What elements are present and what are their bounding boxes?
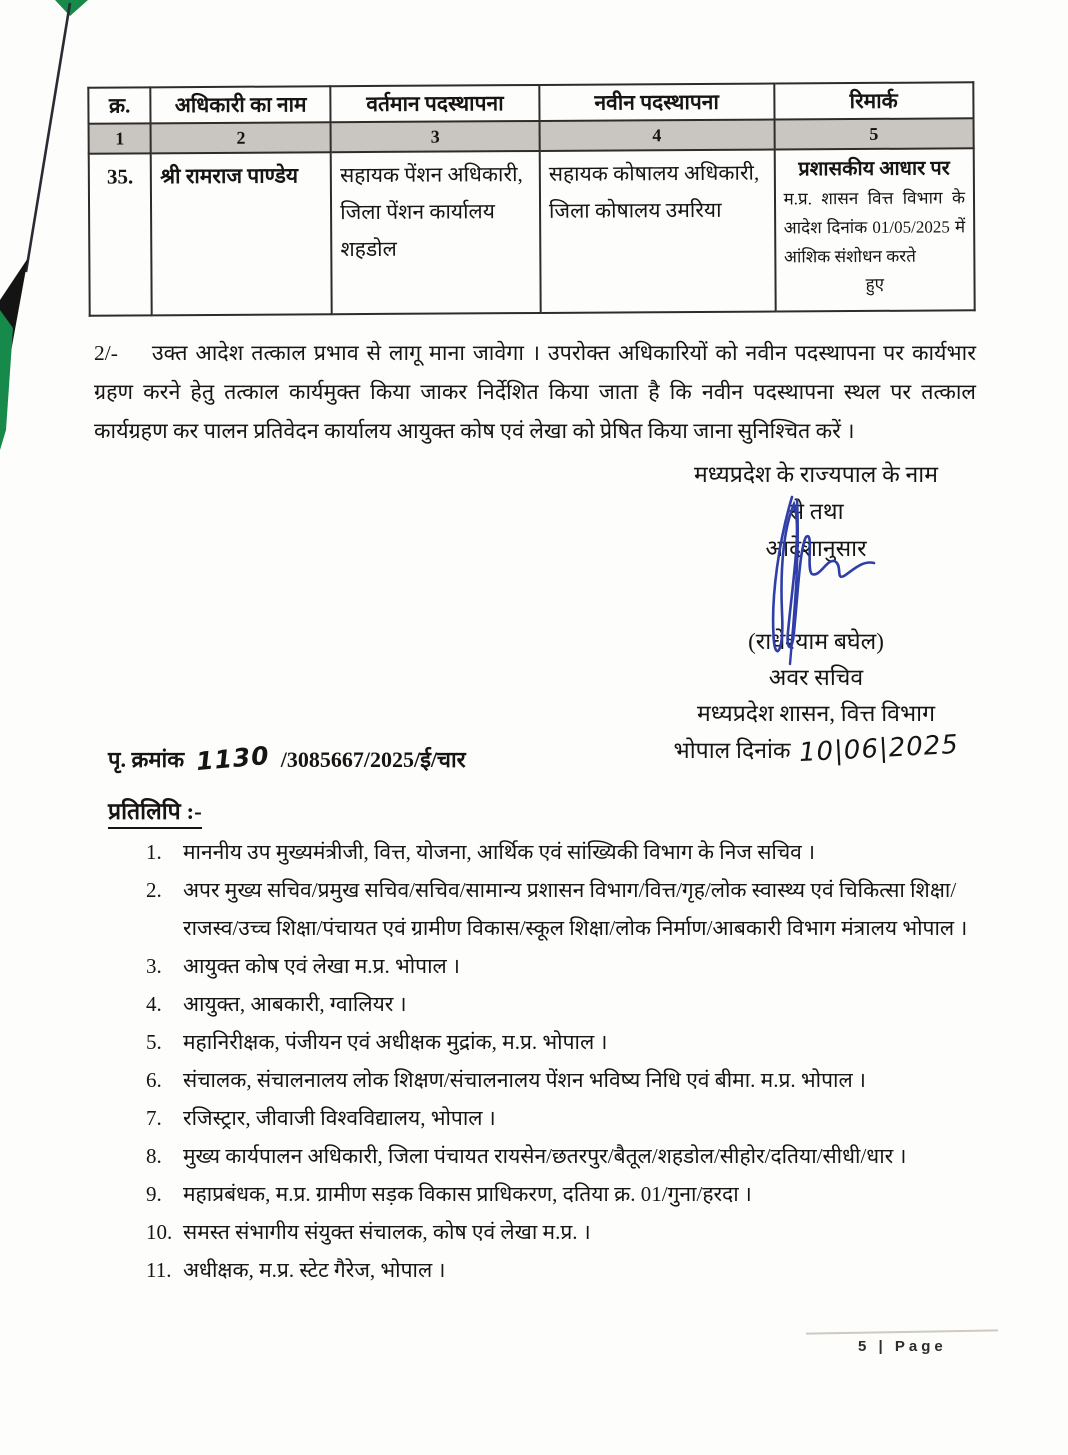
signatory-department: मध्यप्रदेश शासन, वित्त विभाग (696, 701, 936, 726)
cell-officer-name: श्री रामराज पाण्डेय (151, 152, 332, 315)
handwritten-date: 10|06|2025 (797, 729, 960, 769)
footer-divider (806, 1329, 998, 1334)
item-text: आयुक्त कोष एवं लेखा म.प्र. भोपाल । (183, 954, 460, 978)
cell-current-posting: सहायक पेंशन अधिकारी, जिला पेंशन कार्यालय शहडोल (331, 151, 541, 314)
item-number: 9. (146, 1182, 162, 1206)
copies-heading: प्रतिलिपि :- (108, 794, 202, 829)
item-text: आयुक्त, आबकारी, ग्वालियर । (183, 992, 407, 1016)
copies-list (146, 833, 982, 1289)
item-number: 2. (146, 878, 162, 902)
cell-serial-no: 35. (89, 153, 152, 315)
list-item (146, 1175, 982, 1213)
green-corner-triangle-icon (55, 0, 88, 16)
item-text: महानिरीक्षक, पंजीयन एवं अधीक्षक मुद्रांक, म.प्र. भोपाल । (183, 1030, 608, 1054)
endorsement-number-line (108, 740, 466, 777)
list-item (146, 1061, 982, 1099)
page-edge-line (26, 3, 70, 272)
order-paragraph (94, 334, 976, 451)
handwritten-serial: 1130 (194, 740, 271, 777)
authority-line-3: आदेशानुसार (765, 536, 867, 561)
list-item (146, 1213, 982, 1251)
col-header-current-posting: वर्तमान पदस्थापना (330, 85, 539, 122)
signatory-name: (राधेश्याम बघेल) (748, 629, 884, 654)
item-text: महाप्रबंधक, म.प्र. ग्रामीण सड़क विकास प्राधिकरण, दतिया क्र. 01/गुना/हरदा । (183, 1182, 752, 1206)
remark-body: म.प्र. शासन वित्त विभाग के आदेश दिनांक 01/05/2025 में आंशिक संशोधन करते (783, 188, 966, 267)
endorsement-label: पृ. क्रमांक (108, 747, 185, 772)
cell-remark (774, 148, 974, 311)
authority-line-2: से तथा (788, 499, 844, 524)
remark-tail: हुए (865, 274, 885, 294)
item-text: मुख्य कार्यपालन अधिकारी, जिला पंचायत रायसेन/छतरपुर/बैतूल/शहडोल/सीहोर/दतिया/सीधी/धार । (183, 1144, 907, 1168)
remark-title: प्रशासकीय आधार पर (798, 157, 950, 181)
item-number: 3. (146, 954, 162, 978)
list-item (146, 871, 982, 947)
col-header-new-posting: नवीन पदस्थापना (539, 84, 774, 121)
band-cell: 3 (331, 121, 540, 152)
place-date-line (646, 729, 986, 769)
item-text: अपर मुख्य सचिव/प्रमुख सचिव/सचिव/सामान्य प्रशासन विभाग/वित्त/गृह/लोक स्वास्थ्य एवं चिकित्सा शिक्षा/राजस्व/उच्च शिक्षा/पंचायत एवं ग्रामीण विकास/स्कूल शिक्षा/लोक निर्माण/आबकारी विभाग मंत्रालय भोपाल । (183, 878, 968, 940)
item-text: माननीय उप मुख्यमंत्रीजी, वित्त, योजना, आर्थिक एवं सांख्यिकी विभाग के निज सचिव । (183, 840, 816, 864)
cell-new-posting: सहायक कोषालय अधिकारी, जिला कोषालय उमरिया (540, 150, 776, 313)
col-header-serial: क्र. (88, 87, 151, 123)
paragraph-text: उक्त आदेश तत्काल प्रभाव से लागू माना जावेगा । उपरोक्त अधिकारियों को नवीन पदस्थापना पर कार्यभार ग्रहण करने हेतु तत्काल कार्यमुक्त किया जाकर निर्देशित किया जाता है कि नवीन पदस्थापना स्थल पर तत्काल कार्यग्रहण कर पालन प्रतिवेदन कार्यालय आयुक्त कोष एवं लेखा को प्रेषित किया जाना सुनिश्चित करें । (94, 341, 976, 443)
band-cell: 1 (89, 123, 152, 153)
band-cell: 5 (774, 118, 974, 149)
item-text: रजिस्ट्रार, जीवाजी विश्वविद्यालय, भोपाल । (183, 1106, 496, 1130)
authority-line-1: मध्यप्रदेश के राज्यपाल के नाम (694, 462, 938, 487)
list-item (146, 947, 982, 985)
col-header-officer-name: अधिकारी का नाम (151, 86, 331, 123)
transfer-order-table (87, 81, 975, 316)
signature-stroke (773, 497, 874, 651)
table-row (89, 148, 975, 315)
item-number: 11. (146, 1258, 172, 1282)
item-text: अधीक्षक, म.प्र. स्टेट गैरेज, भोपाल । (183, 1258, 446, 1282)
band-cell: 4 (539, 120, 774, 151)
col-header-remark: रिमार्क (774, 82, 974, 119)
list-item (146, 1137, 982, 1175)
green-backing-wedge (0, 310, 13, 450)
ink-signature (740, 492, 900, 672)
list-item (146, 985, 982, 1023)
page-number-footer: 5 | Page (858, 1338, 947, 1355)
band-cell: 2 (151, 122, 331, 153)
item-number: 5. (146, 1030, 162, 1054)
list-item (146, 1099, 982, 1137)
table-header-row (88, 82, 973, 123)
list-item (146, 833, 982, 871)
item-number: 4. (146, 992, 162, 1016)
place-date-label: भोपाल दिनांक (673, 738, 791, 763)
item-number: 7. (146, 1106, 162, 1130)
item-number: 8. (146, 1144, 162, 1168)
item-text: समस्त संभागीय संयुक्त संचालक, कोष एवं लेखा म.प्र. । (183, 1220, 591, 1244)
scan-corner-artifact (0, 0, 110, 460)
item-number: 6. (146, 1068, 162, 1092)
list-item (146, 1251, 982, 1289)
item-text: संचालक, संचालनालय लोक शिक्षण/संचालनालय पेंशन भविष्य निधि एवं बीमा. म.प्र. भोपाल । (183, 1068, 866, 1092)
item-number: 1. (146, 840, 162, 864)
list-item (146, 1023, 982, 1061)
paragraph-number: 2/- (94, 341, 118, 365)
item-number: 10. (146, 1220, 173, 1244)
endorsement-suffix: /3085667/2025/ई/चार (280, 747, 466, 772)
signatory-designation: अवर सचिव (768, 665, 864, 690)
